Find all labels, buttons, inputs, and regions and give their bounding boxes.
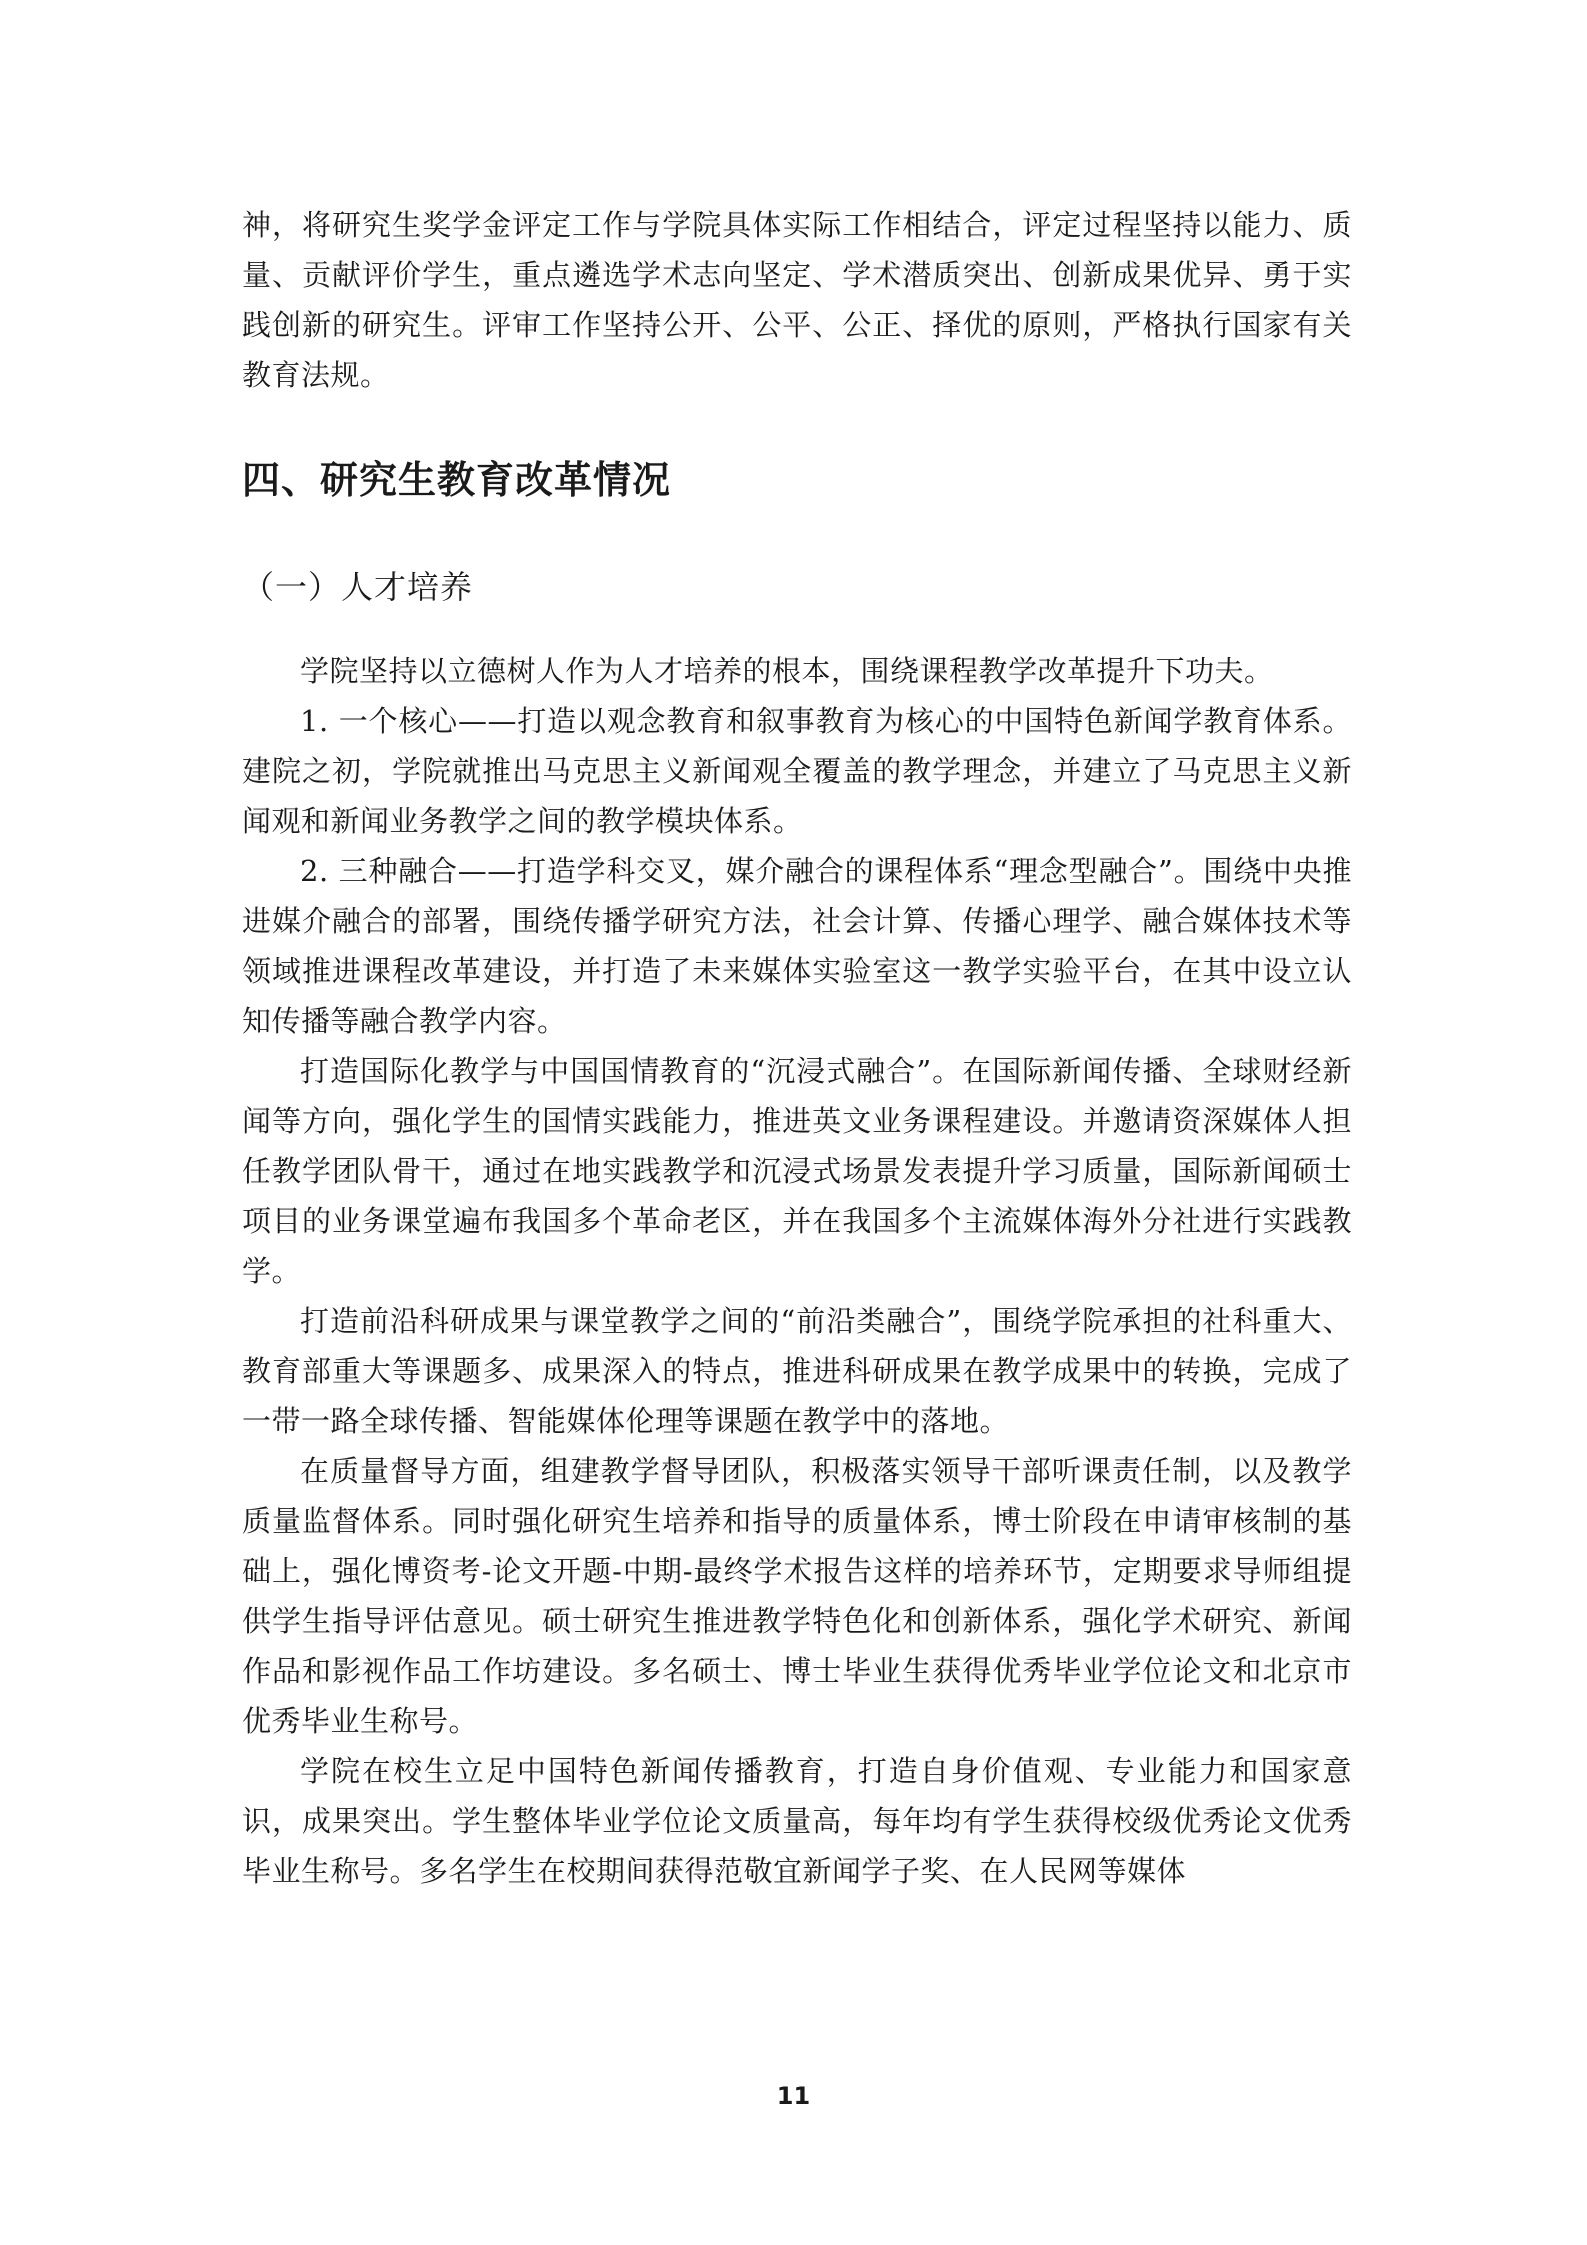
paragraph-frontier-integration: 打造前沿科研成果与课堂教学之间的“前沿类融合”，围绕学院承担的社科重大、教育部重大等课题多、成果深入的特点，推进科研成果在教学成果中的转换，完成了一带一路全球传播、智能媒体伦理等课题在教学中的落地。 bbox=[242, 1304, 1352, 1438]
intro-paragraph: 神，将研究生奖学金评定工作与学院具体实际工作相结合，评定过程坚持以能力、质量、贡献评价学生，重点遴选学术志向坚定、学术潜质突出、创新成果优异、勇于实践创新的研究生。评审工作坚持公开、公平、公正、择优的原则，严格执行国家有关教育法规。 bbox=[242, 208, 1352, 392]
page-number: 11 bbox=[776, 2082, 811, 2110]
paragraph-talent-overview: 学院坚持以立德树人作为人才培养的根本，围绕课程教学改革提升下功夫。 bbox=[300, 654, 1274, 688]
subsection-heading: （一）人才培养 bbox=[242, 568, 474, 606]
paragraph-student-achievements: 学院在校生立足中国特色新闻传播教育，打造自身价值观、专业能力和国家意识，成果突出。学生整体毕业学位论文质量高，每年均有学生获得校级优秀论文优秀毕业生称号。多名学生在校期间获得范敬宜新闻学子奖、在人民网等媒体 bbox=[242, 1754, 1352, 1888]
paragraph-quality-supervision: 在质量督导方面，组建教学督导团队，积极落实领导干部听课责任制，以及教学质量监督体系。同时强化研究生培养和指导的质量体系，博士阶段在申请审核制的基础上，强化博资考-论文开题-中期-最终学术报告这样的培养环节，定期要求导师组提供学生指导评估意见。硕士研究生推进教学特色化和创新体系，强化学术研究、新闻作品和影视作品工作坊建设。多名硕士、博士毕业生获得优秀毕业学位论文和北京市优秀毕业生称号。 bbox=[242, 1454, 1352, 1738]
paragraph-three-integrations: 2. 三种融合——打造学科交叉，媒介融合的课程体系“理念型融合”。围绕中央推进媒介融合的部署，围绕传播学研究方法，社会计算、传播心理学、融合媒体技术等领域推进课程改革建设，并打造了未来媒体实验室这一教学实验平台，在其中设立认知传播等融合教学内容。 bbox=[242, 854, 1352, 1038]
paragraph-one-core: 1. 一个核心——打造以观念教育和叙事教育为核心的中国特色新闻学教育体系。建院之初，学院就推出马克思主义新闻观全覆盖的教学理念，并建立了马克思主义新闻观和新闻业务教学之间的教学模块体系。 bbox=[242, 704, 1352, 838]
section-heading: 四、研究生教育改革情况 bbox=[242, 458, 672, 502]
paragraph-immersive-integration: 打造国际化教学与中国国情教育的“沉浸式融合”。在国际新闻传播、全球财经新闻等方向，强化学生的国情实践能力，推进英文业务课程建设。并邀请资深媒体人担任教学团队骨干，通过在地实践教学和沉浸式场景发表提升学习质量，国际新闻硕士项目的业务课堂遍布我国多个革命老区，并在我国多个主流媒体海外分社进行实践教学。 bbox=[242, 1054, 1352, 1288]
page-content bbox=[242, 200, 1352, 1896]
